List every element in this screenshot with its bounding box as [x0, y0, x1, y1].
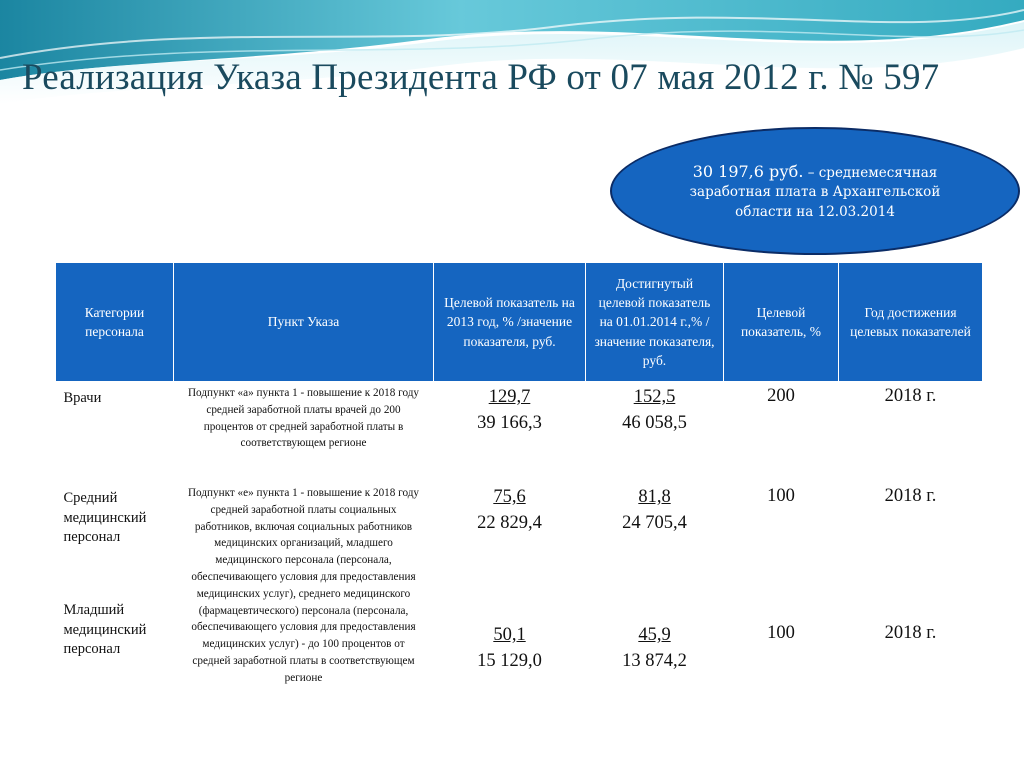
header-target-pct: Целевой показатель, %	[724, 263, 839, 381]
target-pct-cell: 100	[767, 486, 795, 506]
header-target-year: Год достижения целевых показателей	[839, 263, 983, 381]
target-year-cell: 2018 г.	[884, 623, 937, 643]
achieved-cell	[586, 481, 724, 595]
target-2013-cell	[434, 481, 586, 595]
target-2013-pct: 50,1	[493, 625, 526, 645]
target-2013-rub: 15 129,0	[477, 650, 542, 671]
achieved-pct: 45,9	[638, 625, 671, 645]
target-pct-cell: 100	[767, 623, 795, 643]
indicators-table	[55, 263, 983, 687]
category-cell: Врачи	[63, 390, 102, 406]
achieved-cell	[586, 595, 724, 687]
salary-callout-description: – среднемесячная заработная плата в Архангельской области на 12.03.2014	[689, 164, 941, 220]
target-year-cell: 2018 г.	[884, 486, 937, 506]
header-category: Категории персонала	[56, 263, 174, 381]
salary-callout-text	[612, 160, 1018, 223]
category-cell: Младший медицинский персонал	[63, 602, 147, 658]
achieved-cell	[586, 381, 724, 481]
decree-item-cell: Подпункт «е» пункта 1 - повышение к 2018 году средней заработной платы социальных работников, включая социальных работников медицинских организаций, младшего медицинского персонала (персонала, обеспечивающего условия для предоставления медицинских услуг), среднего медицинского (фармацевтического) персонала (персонала, обеспечивающего условия для предоставления медицинских услуг) - до 100 процентов от средней заработной платы в соответствующем регионе	[187, 487, 420, 684]
target-2013-cell	[434, 381, 586, 481]
target-2013-rub: 39 166,3	[477, 412, 542, 433]
table-row	[56, 381, 983, 481]
target-2013-pct: 129,7	[488, 387, 531, 407]
achieved-rub: 24 705,4	[622, 512, 687, 533]
achieved-pct: 81,8	[638, 487, 671, 507]
salary-callout	[610, 127, 1020, 255]
achieved-rub: 13 874,2	[622, 650, 687, 671]
achieved-rub: 46 058,5	[622, 412, 687, 433]
table-header-row	[56, 263, 983, 381]
target-pct-cell: 200	[767, 386, 795, 406]
target-2013-pct: 75,6	[493, 487, 526, 507]
header-achieved-2014: Достигнутый целевой показатель на 01.01.2014 г.,% /значение показателя, руб.	[586, 263, 724, 381]
achieved-pct: 152,5	[633, 387, 676, 407]
header-target-2013: Целевой показатель на 2013 год, % /значение показателя, руб.	[434, 263, 586, 381]
target-2013-rub: 22 829,4	[477, 512, 542, 533]
salary-callout-amount: 30 197,6 руб.	[692, 161, 804, 181]
decree-item-cell: Подпункт «а» пункта 1 - повышение к 2018 году средней заработной платы врачей до 200 процентов от средней заработной платы в соответствующем регионе	[187, 387, 420, 450]
header-decree-item: Пункт Указа	[174, 263, 434, 381]
category-cell: Средний медицинский персонал	[63, 490, 147, 546]
table-row	[56, 481, 983, 595]
target-2013-cell	[434, 595, 586, 687]
target-year-cell: 2018 г.	[884, 386, 937, 406]
slide-title: Реализация Указа Президента РФ от 07 мая 2012 г. № 597	[22, 57, 940, 98]
